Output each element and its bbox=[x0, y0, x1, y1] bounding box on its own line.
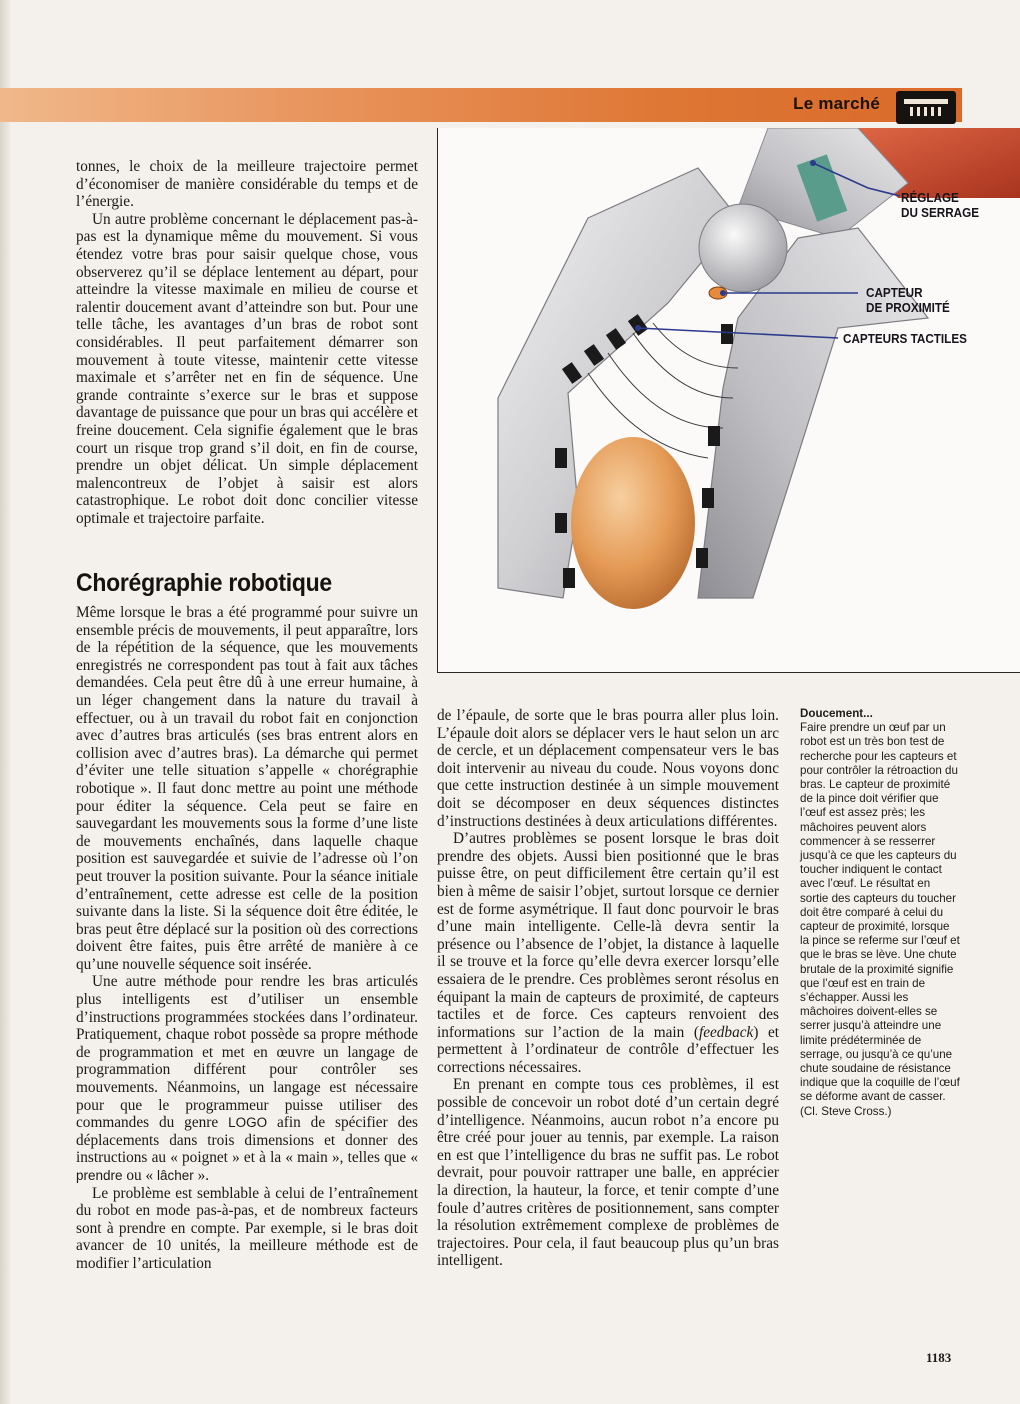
caption-credit: (Cl. Steve Cross.) bbox=[800, 1104, 892, 1118]
paragraph: Le problème est semblable à celui de l’entraînement du robot en mode pas-à-pas, et de nombreux facteurs sont à prendre en compte. Par exemple, si le bras doit avancer de 10 unités, la meilleure méthode est de modifier l’articulation bbox=[76, 1184, 418, 1272]
section-label: Le marché bbox=[793, 94, 880, 113]
paragraph: D’autres problèmes se posent lorsque le bras doit prendre des objets. Aussi bien positionné que le bras puisse être, on peut difficilement être certain qu’il est bien à même de saisir l’objet, surtout lorsque ce dernier est de forme asymétrique. Il faut donc pourvoir le bras d’une main intelligente. Celle-là devra sentir la présence ou l’absence de l’objet, la distance à laquelle il se trouve et la force qu’elle devra exercer lorsqu’elle essaiera de le prendre. Ces problèmes seront résolus en équipant la main de capteurs de proximité, de capteurs tactiles et de force. Ces capteurs renvoient des informations sur l’action de la main (feedback) et permettent à l’ordinateur de contrôle d’effectuer les corrections nécessaires. bbox=[437, 830, 779, 1076]
command-lacher: lâcher bbox=[156, 1168, 194, 1183]
section-heading: Chorégraphie robotique bbox=[76, 569, 332, 597]
label-capteurs-tactiles: CAPTEURS TACTILES bbox=[843, 331, 967, 346]
article-column-1-bottom bbox=[76, 560, 418, 1273]
article-column-2 bbox=[437, 707, 779, 1270]
page-number: 1183 bbox=[926, 1350, 952, 1365]
command-prendre: prendre bbox=[76, 1168, 123, 1183]
computer-chip-icon bbox=[896, 91, 956, 124]
egg bbox=[571, 437, 695, 609]
paragraph: tonnes, le choix de la meilleure trajectoire permet d’économiser de manière considérable du temps et de l’énergie. bbox=[76, 158, 418, 211]
label-capteur-proximite: CAPTEUR DE PROXIMITÉ bbox=[866, 285, 950, 315]
paragraph: Une autre méthode pour rendre les bras articulés plus intelligents est d’utiliser un ensemble d’instructions programmées stockées dans l’ordinateur. Pratiquement, chaque robot possède sa propre méthode de programmation et met en œuvre un langage de programmation différent pour contrôler ses mouvements. Néanmoins, un langage est nécessaire pour que le programmeur puisse utiliser des commandes du genre LOGO afin de spécifier des déplacements dans trois dimensions et donner des instructions au « poignet » et à la « main », telles que « prendre ou « lâcher ». bbox=[76, 973, 418, 1184]
pivot-joint bbox=[699, 204, 787, 292]
logo-keyword: LOGO bbox=[228, 1115, 268, 1131]
italic-term: feedback bbox=[698, 1023, 754, 1041]
paragraph: Un autre problème concernant le déplacement pas-à-pas est la dynamique même du mouvement. Si vous étendez votre bras pour saisir quelque chose, vous observerez qu’il se déplace lentement au départ, pour atteindre la vitesse maximale en milieu de course et ralentir doucement avant d’atteindre son but. Pour une telle tâche, les avantages d’un bras de robot sont considérables. Il peut parfaitement démarrer son mouvement à toute vitesse, maintenir cette vitesse maximale et s’arrêter net en fin de séquence. Une grande contrainte s’exerce sur le bras et suppose davantage de puissance que pour un bras qui accélère et freine doucement. Cela signifie également que le bras court un risque trop grand s’il doit, en fin de course, prendre un objet délicat. Un simple déplacement malencontreux de l’objet à saisir est alors catastrophique. Le robot doit donc concilier vitesse optimale et trajectoire parfaite. bbox=[76, 210, 418, 527]
caption-title: Doucement... bbox=[800, 707, 873, 720]
caption-body: Faire prendre un œuf par un robot est un très bon test de recherche pour les capteurs et pour contrôler la rétroaction du bras. Le capteur de proximité de la pince doit vérifier que l’œuf est assez près; les mâchoires peuvent alors commencer à se resserrer jusqu’à ce que les capteurs du toucher indiquent le contact avec l’œuf. Le résultat en sortie des capteurs du toucher doit être comparé à celui du capteur de proximité, lorsque la pince se referme sur l’œuf et que le bras se lève. Une chute brutale de la proximité signifie que l’œuf est en train de s’échapper. Aussi les mâchoires doivent-elles se serrer jusqu’à atteindre une limite prédéterminée de serrage, ou jusqu’à ce qu’une chute soudaine de résistance indique que la coquille de l’œuf se déforme avant de casser. bbox=[800, 721, 960, 1104]
paragraph: de l’épaule, de sorte que le bras pourra aller plus loin. L’épaule doit alors se déplacer vers le haut selon un arc de cercle, et un déplacement compensateur vers le bas doit intervenir au niveau du coude. Nous voyons donc que cette instruction destinée à un simple mouvement doit se décomposer en deux séquences distinctes d’instructions destinées à deux articulations différentes. bbox=[437, 707, 779, 830]
paragraph: En prenant en compte tous ces problèmes, il est possible de concevoir un robot doté d’un certain degré d’intelligence. Néanmoins, aucun robot n’a encore pu être créé pour jouer au tennis, par exemple. La raison en est que l’intelligence du bras ne suffit pas. Le robot devrait, pour pouvoir rattraper une balle, en apprécier la direction, la hauteur, la force, et tenir compte d’une foule d’autres critères de positionnement, sans compter la résolution extrêmement complexe de problèmes de trajectoires. Pour cela, il faut beaucoup plus qu’un bras intelligent. bbox=[437, 1076, 779, 1270]
figure-caption bbox=[800, 707, 960, 1119]
label-reglage-serrage: RÉGLAGE DU SERRAGE bbox=[901, 190, 980, 220]
page-binding-edge bbox=[0, 0, 10, 1404]
article-column-1-top bbox=[76, 158, 418, 527]
paragraph: Même lorsque le bras a été programmé pour suivre un ensemble précis de mouvements, il peut apparaître, lors de la répétition de la séquence, que les mouvements enregistrés ne correspondent pas tout à fait aux tâches demandées. Cela peut être dû à une erreur humaine, à un léger changement dans la nature du travail à effectuer, ou à un travail du robot fait en conjonction avec d’autres bras articulés (ses bras entrent alors en collision avec d’autres bras). La démarche qui permet d’éviter une telle situation s’appelle « chorégraphie robotique ». Il faut donc mettre au point une méthode pour éditer la séquence. Cela peut se faire en sauvegardant les mouvements sous la forme d’une liste de mouvements enchaînés, dans laquelle chaque position est sauvegardée et suivie de l’adresse où l’on peut trouver la position suivante. Pour la séance initiale d’entraînement, cette adresse est celle de la position suivante dans la liste. Si la séquence doit être éditée, le bras peut être déplacé sur la position où des corrections doivent être faites, puis être arrêté de manière à ce qu’une nouvelle séquence soit insérée. bbox=[76, 604, 418, 973]
section-header-band bbox=[0, 88, 962, 122]
